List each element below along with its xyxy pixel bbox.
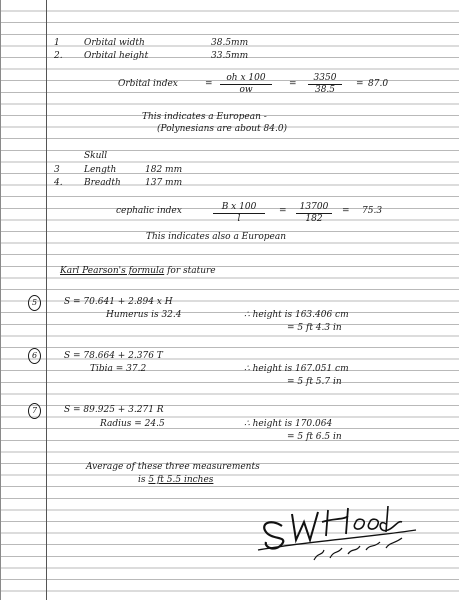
height-cm: ∴ height is 167.051 cm [244, 364, 349, 374]
orbital-value-fraction [308, 73, 342, 96]
bone-measurement: Humerus is 32.4 [106, 310, 182, 320]
cephalic-value-fraction [296, 202, 332, 225]
breadth-label: Breadth [84, 178, 121, 188]
fraction-denominator: l [237, 214, 241, 224]
pearson-title-name: Karl Pearson's formula [60, 266, 165, 276]
height-imperial: = 5 ft 5.7 in [287, 377, 342, 387]
fraction-numerator: B x 100 [213, 202, 265, 214]
average-value: 5 ft 5.5 inches [148, 475, 214, 485]
orbital-note: This indicates a European - [142, 112, 267, 122]
stature-formula: S = 89.925 + 3.271 R [64, 405, 164, 415]
orbital-height-value: 33.5mm [211, 51, 249, 61]
circled-number: 6 [28, 348, 41, 364]
margin-line [46, 0, 47, 600]
orbital-width-value: 38.5mm [211, 38, 249, 48]
average-result [138, 475, 213, 486]
pearson-title-rest: for stature [167, 266, 216, 276]
handwritten-signature [252, 500, 422, 564]
item-number: 1 [54, 38, 60, 48]
cephalic-index-label: cephalic index [116, 206, 182, 216]
fraction-denominator: 38.5 [314, 85, 336, 95]
equals-sign: = [205, 79, 213, 89]
equals-sign: = [279, 206, 287, 216]
skull-heading: Skull [84, 151, 108, 161]
orbital-note: (Polynesians are about 84.0) [157, 124, 288, 134]
bone-measurement: Tibia = 37.2 [90, 364, 147, 374]
orbital-index-result: 87.0 [368, 79, 389, 89]
fraction-denominator: ow [239, 85, 253, 95]
fraction-numerator: oh x 100 [220, 73, 272, 85]
bone-measurement: Radius = 24.5 [100, 419, 165, 429]
pearson-title [60, 266, 216, 277]
length-label: Length [84, 165, 117, 175]
height-imperial: = 5 ft 6.5 in [287, 432, 342, 442]
circled-number: 5 [28, 295, 41, 311]
height-cm: ∴ height is 163.406 cm [244, 310, 349, 320]
cephalic-index-result: 75.3 [362, 206, 383, 216]
fraction-denominator: 182 [305, 214, 323, 224]
item-number: 3 [54, 165, 60, 175]
page-edge [0, 0, 1, 600]
equals-sign: = [289, 79, 297, 89]
breadth-value: 137 mm [145, 178, 183, 188]
equals-sign: = [356, 79, 364, 89]
cephalic-index-fraction [213, 202, 265, 225]
length-value: 182 mm [145, 165, 183, 175]
orbital-width-label: Orbital width [84, 38, 145, 48]
average-is: is [138, 475, 146, 485]
fraction-numerator: 3350 [308, 73, 342, 85]
orbital-index-label: Orbital index [118, 79, 178, 89]
stature-formula: S = 78.664 + 2.376 T [64, 351, 163, 361]
height-cm: ∴ height is 170.064 [244, 419, 333, 429]
item-number: 4. [54, 178, 63, 188]
cephalic-note: This indicates also a European [146, 232, 287, 242]
orbital-index-fraction [220, 73, 272, 96]
item-number: 2. [54, 51, 63, 61]
equals-sign: = [342, 206, 350, 216]
fraction-numerator: 13700 [296, 202, 332, 214]
circled-number: 7 [28, 403, 41, 419]
height-imperial: = 5 ft 4.3 in [287, 323, 342, 333]
orbital-height-label: Orbital height [84, 51, 149, 61]
average-text: Average of these three measurements [86, 462, 260, 472]
stature-formula: S = 70.641 + 2.894 x H [64, 297, 173, 307]
